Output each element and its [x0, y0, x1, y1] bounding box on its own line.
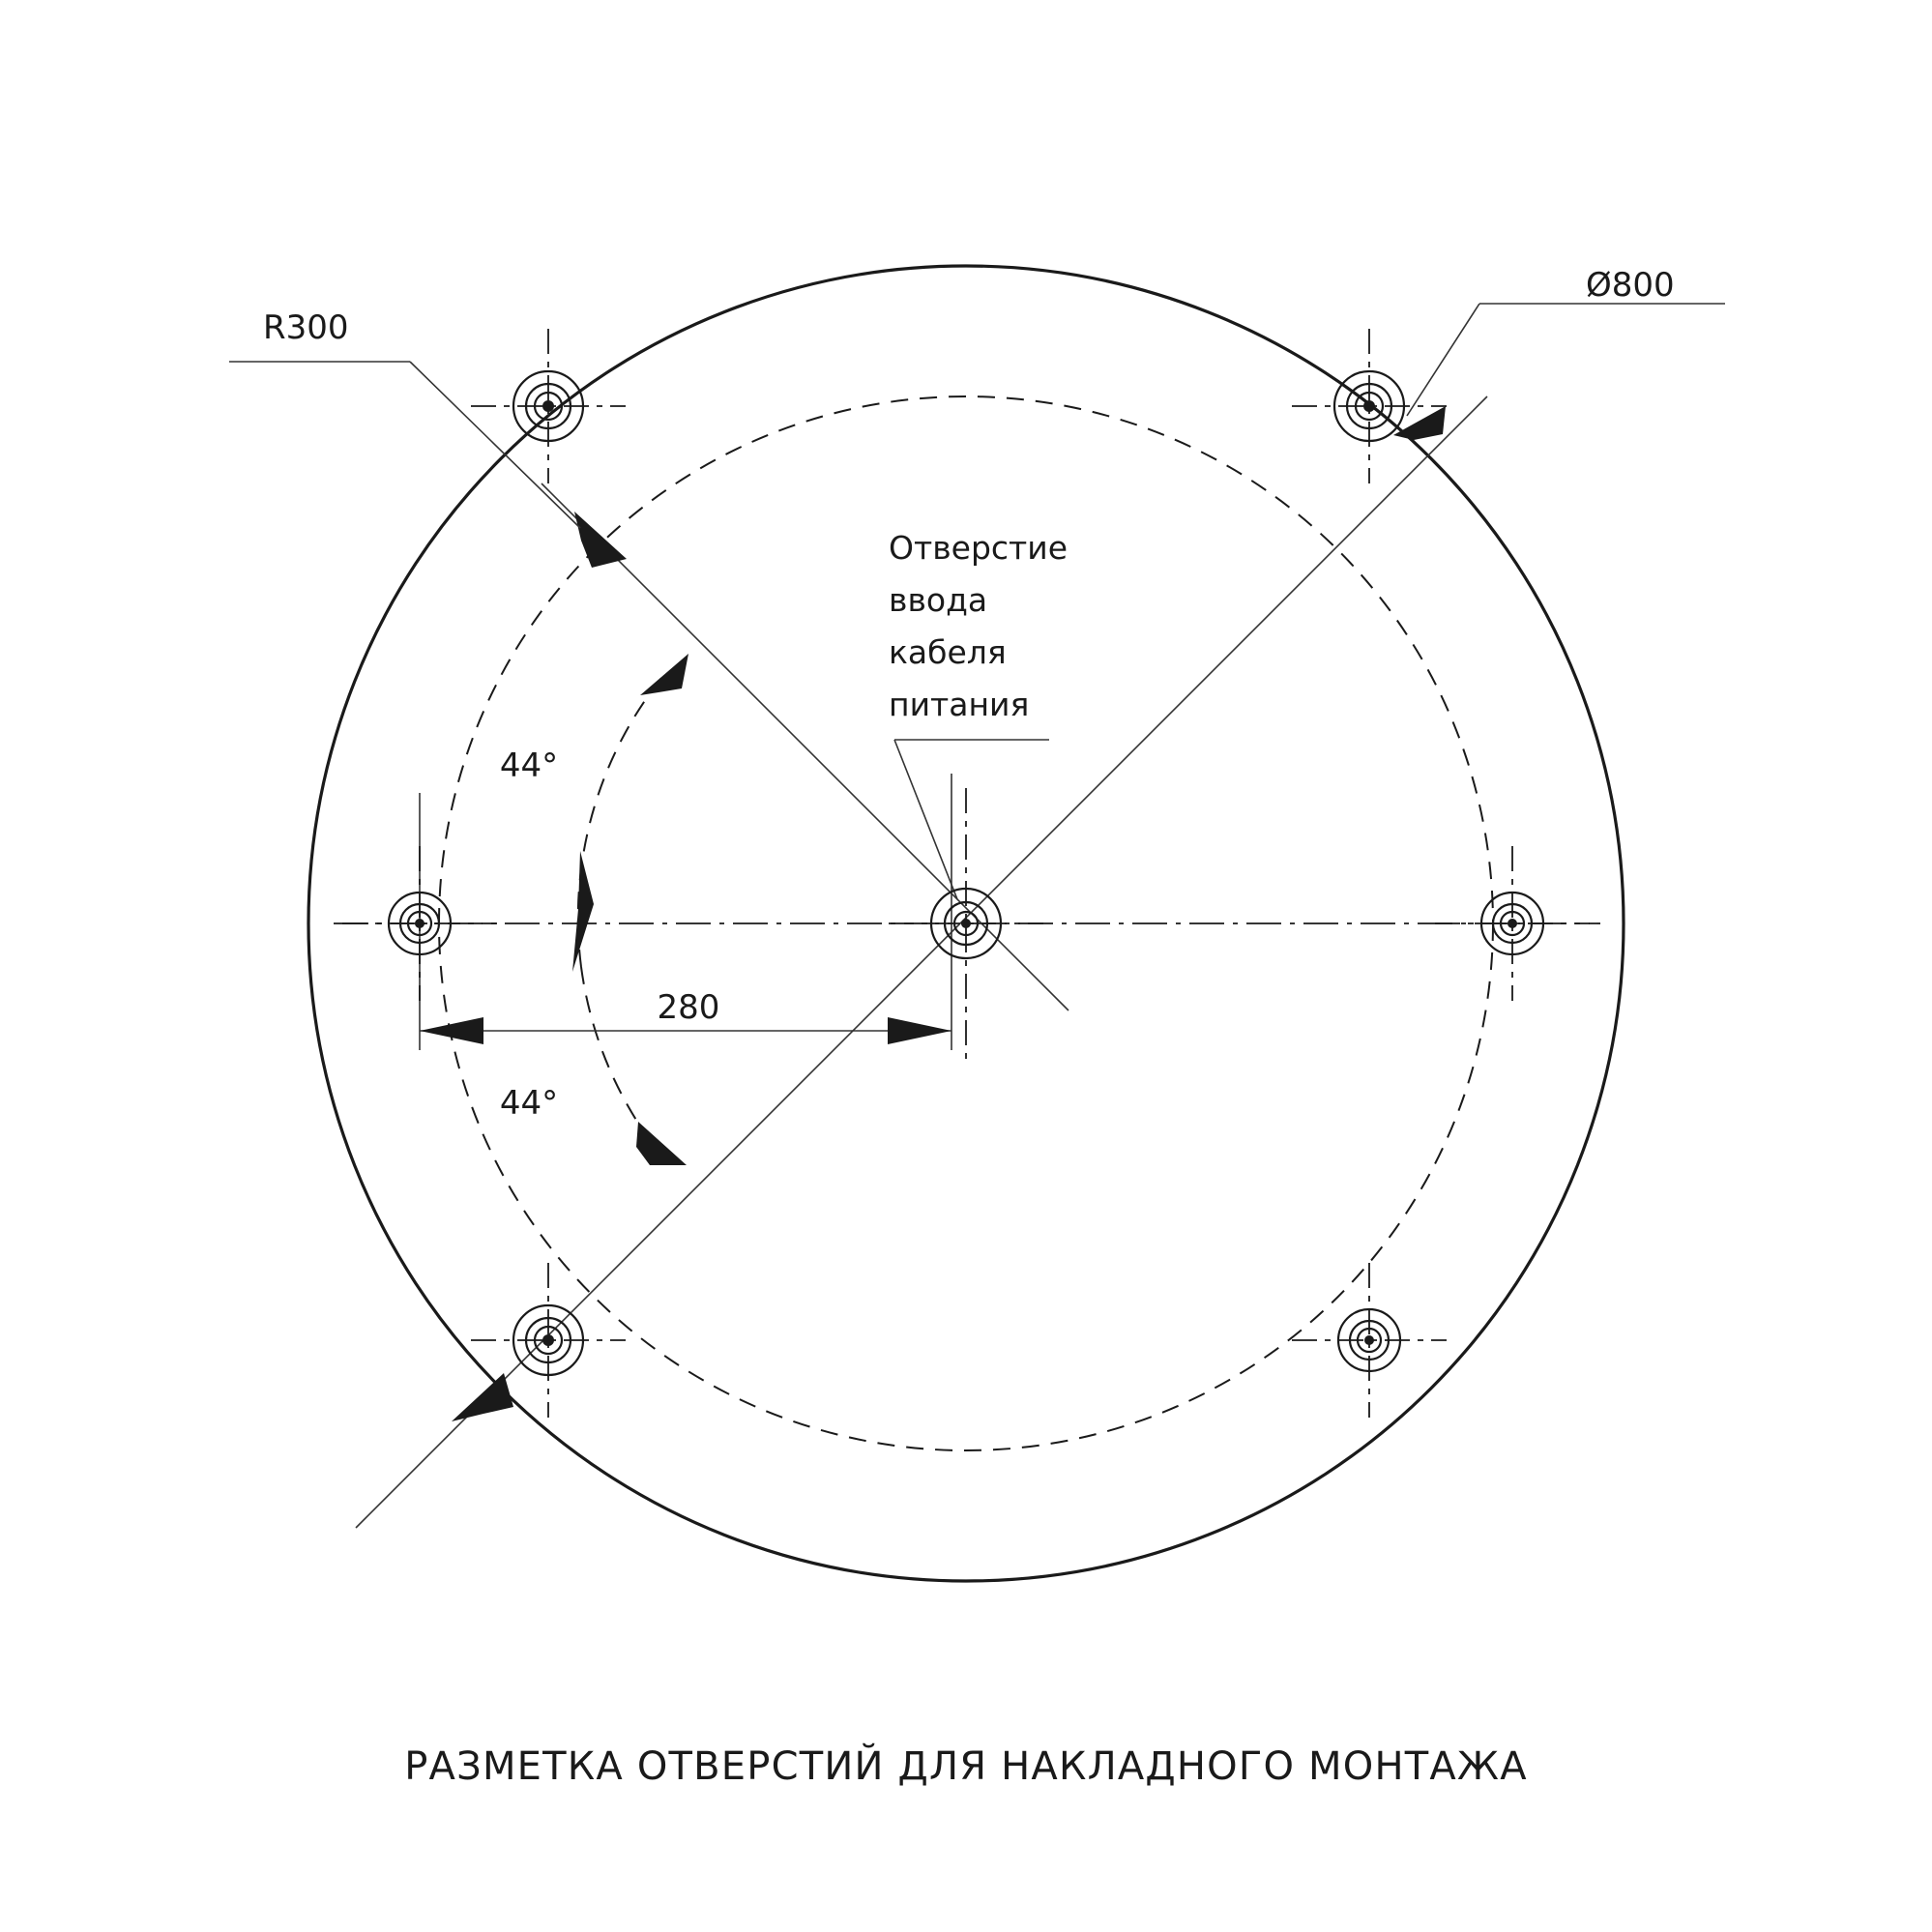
dim-280-arrow-right: [888, 1017, 951, 1044]
drawing-caption: РАЗМЕТКА ОТВЕРСТИЙ ДЛЯ НАКЛАДНОГО МОНТАЖА: [404, 1744, 1528, 1789]
lower-left-arrowhead: [452, 1373, 513, 1421]
mounting-hole-top-left: [471, 329, 626, 483]
cable-note-line-4: питания: [889, 686, 1030, 723]
cable-note-leader-diagonal: [894, 740, 957, 899]
label-d800: Ø800: [1586, 266, 1675, 305]
mounting-hole-right: [1435, 846, 1590, 1001]
d800-arrowhead: [1393, 406, 1446, 440]
cable-note-line-2: ввода: [889, 581, 988, 619]
r300-leader-diagonal: [410, 362, 580, 528]
r300-arrowhead: [574, 512, 627, 568]
angle-arc-lower: [581, 967, 658, 1151]
cable-note-line-3: кабеля: [889, 633, 1007, 671]
label-angle-top: 44°: [499, 746, 559, 785]
label-angle-bottom: 44°: [499, 1084, 559, 1123]
angle-arc-upper-arrowhead: [640, 654, 688, 695]
cable-note-line-1: Отверстие: [889, 529, 1068, 567]
angle-arc-lower-arrowhead: [636, 1122, 687, 1165]
center-cable-entry-hole: [889, 788, 1043, 1059]
mounting-hole-left: [342, 846, 497, 1001]
d800-leader-diagonal: [1407, 304, 1479, 416]
label-r300: R300: [263, 308, 349, 347]
label-distance-280: 280: [657, 988, 720, 1027]
angle-arc-lower-arrowhead-top: [572, 851, 594, 972]
